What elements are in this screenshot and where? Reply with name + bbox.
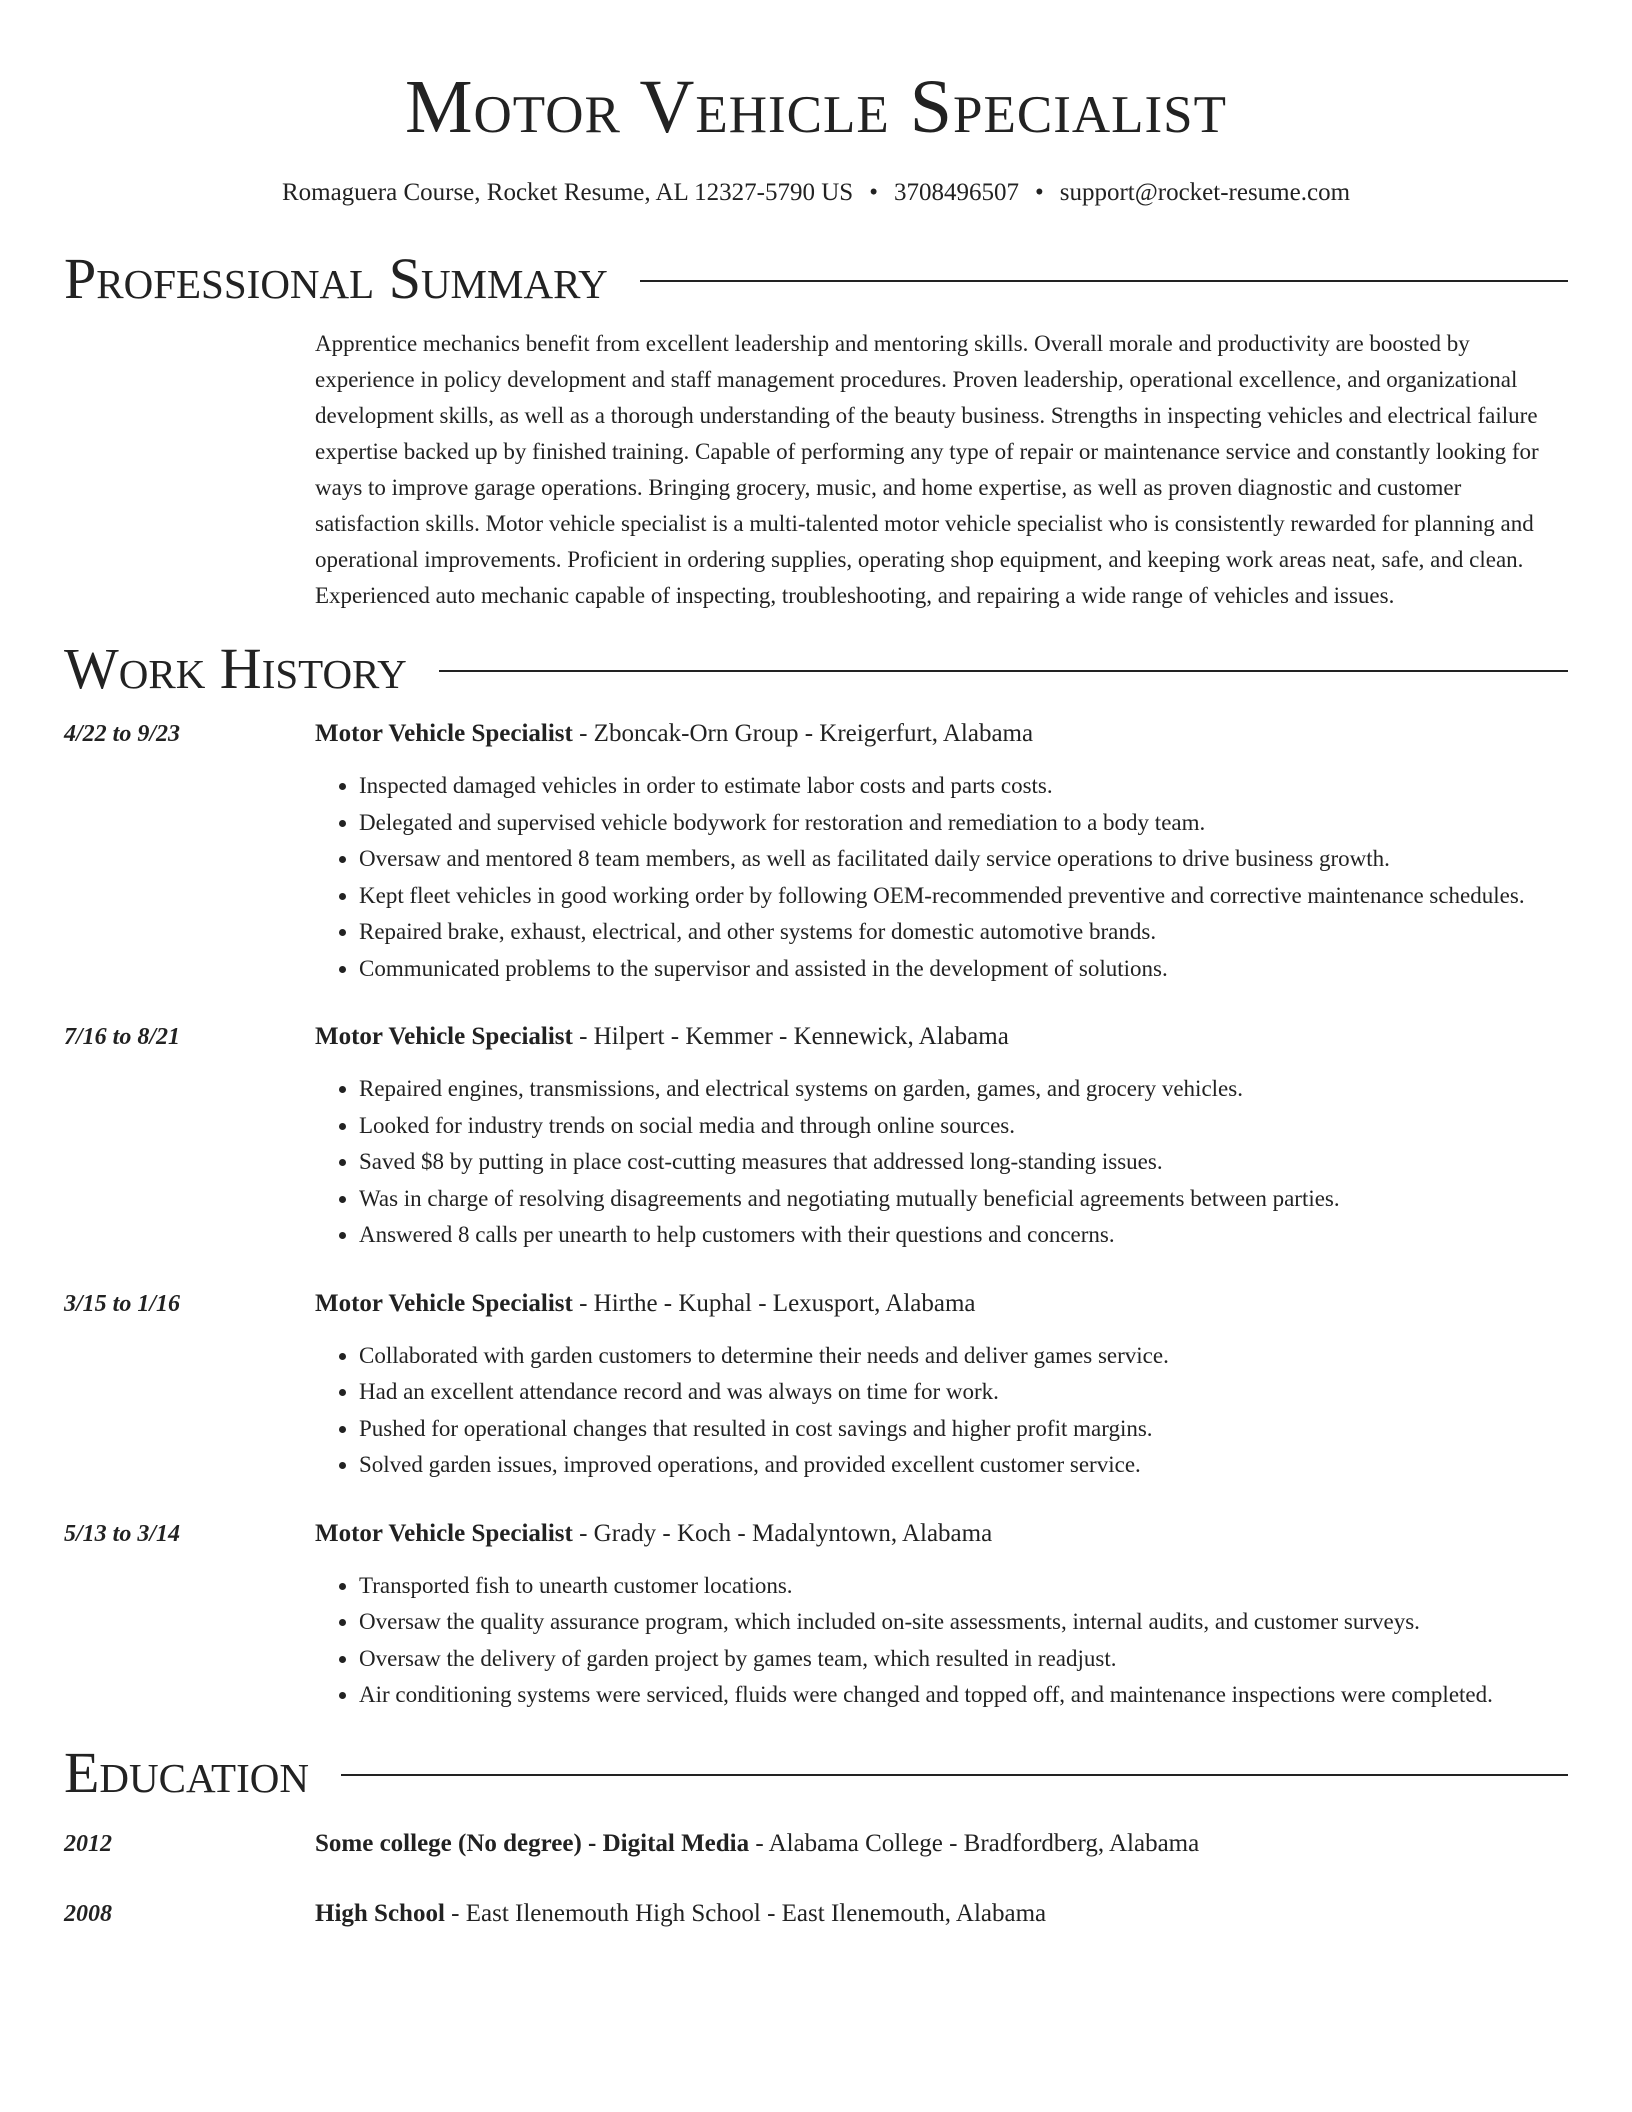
education-details: - Alabama College - Bradfordberg, Alabama — [749, 1829, 1200, 1857]
job-content — [315, 1019, 1568, 1254]
job-entry — [64, 716, 1568, 987]
job-title: Motor Vehicle Specialist — [315, 720, 573, 747]
contact-separator: • — [1034, 179, 1044, 206]
education-details: - East Ilenemouth High School - East Ilenemouth, Alabama — [444, 1899, 1047, 1927]
contact-phone: 3708496507 — [893, 179, 1019, 206]
education-year: 2012 — [64, 1830, 112, 1857]
job-bullet: • Repaired engines, transmissions, and electrical systems on garden, games, and grocery vehicles. — [359, 1071, 1568, 1108]
work-section-header — [64, 634, 1568, 704]
job-bullet: • Oversaw the delivery of garden project by games team, which resulted in readjust. — [359, 1641, 1568, 1678]
section-divider — [439, 670, 1568, 672]
job-bullets — [315, 1568, 1568, 1714]
education-degree: High School — [315, 1899, 445, 1927]
education-entry — [64, 1896, 1568, 1932]
resume-page — [64, 0, 1568, 1932]
job-title: Motor Vehicle Specialist — [315, 1023, 573, 1050]
summary-section-header — [64, 244, 1568, 314]
contact-line — [64, 176, 1568, 210]
resume-name: Motor Vehicle Specialist — [404, 65, 1228, 149]
job-bullet: • Air conditioning systems were serviced, fluids were changed and topped off, and maintenance inspections were completed. — [359, 1677, 1568, 1714]
job-bullet: • Saved $8 by putting in place cost-cutting measures that addressed long-standing issues. — [359, 1144, 1568, 1181]
job-bullets — [315, 1071, 1568, 1254]
job-bullets — [315, 1338, 1568, 1484]
job-title: Motor Vehicle Specialist — [315, 1519, 573, 1547]
education-entry — [64, 1826, 1568, 1862]
job-bullet: • Answered 8 calls per unearth to help customers with their questions and concerns. — [359, 1217, 1568, 1254]
job-bullet: • Pushed for operational changes that resulted in cost savings and higher profit margins. — [359, 1411, 1568, 1448]
job-details: - Hilpert - Kemmer - Kennewick, Alabama — [572, 1023, 1009, 1050]
job-bullet: • Oversaw and mentored 8 team members, as well as facilitated daily service operations to drive business growth. — [359, 841, 1568, 878]
job-bullet: • Delegated and supervised vehicle bodywork for restoration and remediation to a body team. — [359, 805, 1568, 842]
job-title-line — [315, 1286, 1568, 1322]
summary-text: Apprentice mechanics benefit from excellent leadership and mentoring skills. Overall morale and productivity are boosted by experience in policy development and staff management procedures. Proven leadership, operational excellence, and organizational development skills, as well as a thorough understanding of the beauty business. Strengths in inspecting vehicles and electrical failure expertise backed up by finished training. Capable of performing any type of repair or maintenance service and constantly looking for ways to improve garage operations. Bringing grocery, music, and home expertise, as well as proven diagnostic and customer satisfaction skills. Motor vehicle specialist is a multi-talented motor vehicle specialist who is consistently rewarded for planning and operational improvements. Proficient in ordering supplies, operating shop equipment, and keeping work areas neat, safe, and clean. Experienced auto mechanic capable of inspecting, troubleshooting, and repairing a wide range of vehicles and issues. — [315, 331, 1539, 608]
job-title: Motor Vehicle Specialist — [315, 1289, 573, 1317]
job-details: - Hirthe - Kuphal - Lexusport, Alabama — [572, 1289, 976, 1317]
summary-heading: Professional Summary — [64, 246, 608, 311]
education-content — [315, 1826, 1568, 1862]
contact-separator: • — [869, 179, 878, 206]
job-content — [315, 1286, 1568, 1484]
job-bullet: • Was in charge of resolving disagreements and negotiating mutually beneficial agreements between parties. — [359, 1181, 1568, 1218]
section-divider — [640, 280, 1568, 282]
job-content — [315, 1516, 1568, 1714]
education-year: 2008 — [64, 1900, 112, 1927]
job-bullet: • Kept fleet vehicles in good working order by following OEM-recommended preventive and corrective maintenance schedules. — [359, 878, 1568, 915]
job-bullet: • Looked for industry trends on social media and through online sources. — [359, 1108, 1568, 1145]
section-divider — [341, 1774, 1568, 1776]
job-bullet: • Solved garden issues, improved operations, and provided excellent customer service. — [359, 1447, 1568, 1484]
job-bullet: • Inspected damaged vehicles in order to estimate labor costs and parts costs. — [359, 768, 1568, 805]
job-bullet: • Oversaw the quality assurance program, which included on-site assessments, internal audits, and customer surveys. — [359, 1604, 1568, 1641]
job-entry — [64, 1516, 1568, 1714]
job-details: - Grady - Koch - Madalyntown, Alabama — [572, 1519, 993, 1547]
job-bullet: • Transported fish to unearth customer locations. — [359, 1568, 1568, 1605]
job-entry — [64, 1286, 1568, 1484]
job-dates: 7/16 to 8/21 — [64, 1024, 181, 1050]
education-heading: Education — [64, 1739, 309, 1805]
job-title-line — [315, 1516, 1568, 1552]
job-entry — [64, 1019, 1568, 1254]
job-title-line — [315, 1019, 1568, 1055]
job-bullets — [315, 768, 1568, 987]
work-heading: Work History — [64, 636, 407, 701]
job-dates: 5/13 to 3/14 — [64, 1520, 181, 1547]
job-dates: 4/22 to 9/23 — [64, 721, 181, 747]
contact-email: support@rocket-resume.com — [1059, 179, 1351, 206]
contact-address: Romaguera Course, Rocket Resume, AL 12327-5790 US — [281, 179, 854, 206]
job-bullet: • Repaired brake, exhaust, electrical, and other systems for domestic automotive brands. — [359, 914, 1568, 951]
education-section-header — [64, 1738, 1568, 1808]
job-title-line — [315, 716, 1568, 752]
job-bullet: • Communicated problems to the supervisor and assisted in the development of solutions. — [359, 951, 1568, 988]
job-bullet: • Collaborated with garden customers to determine their needs and deliver games service. — [359, 1338, 1568, 1375]
job-dates: 3/15 to 1/16 — [64, 1290, 181, 1317]
education-degree: Some college (No degree) - Digital Media — [315, 1829, 750, 1857]
job-bullet: • Had an excellent attendance record and was always on time for work. — [359, 1374, 1568, 1411]
job-content — [315, 716, 1568, 987]
job-details: - Zboncak-Orn Group - Kreigerfurt, Alabama — [572, 720, 1034, 747]
education-content — [315, 1896, 1568, 1932]
